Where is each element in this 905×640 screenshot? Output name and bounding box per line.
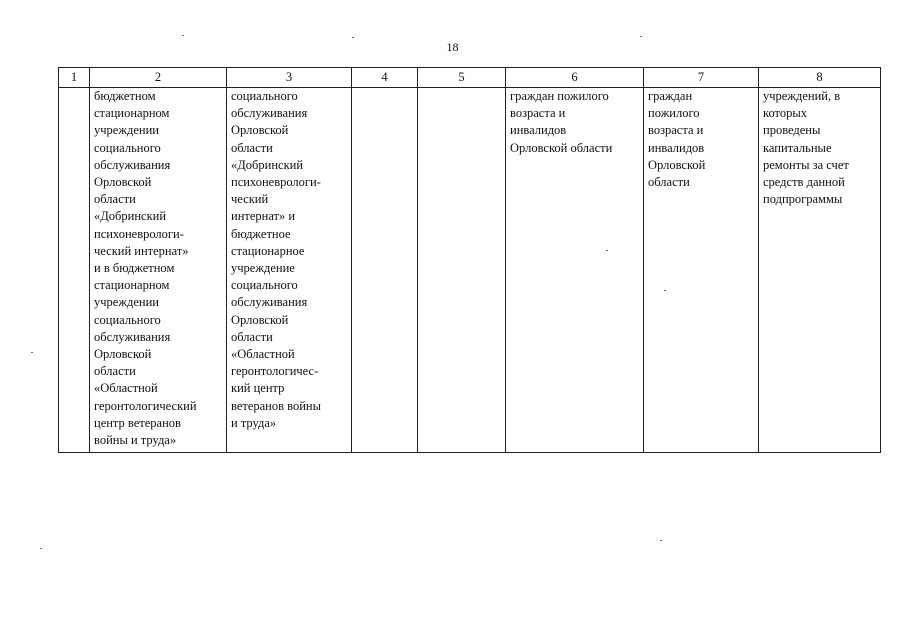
page-number: 18 <box>446 40 459 54</box>
scan-speck <box>660 540 662 541</box>
document-table <box>58 67 881 453</box>
cell-col-5 <box>418 88 506 453</box>
cell-col-1 <box>59 88 90 453</box>
column-header-4: 4 <box>352 68 418 88</box>
cell-text: социального обслуживания Орловской области «Добринский психоневрологи- ческий интернат» и бюджетное стационарное учреждение социального обслуживания Орловской области «Областной геронтологичес- кий центр ветеранов войны и труда» <box>231 89 321 430</box>
scan-speck <box>664 290 666 291</box>
cell-col-3 <box>227 88 352 453</box>
scan-speck <box>182 35 184 36</box>
scan-speck <box>640 36 642 37</box>
cell-col-6 <box>506 88 644 453</box>
column-header-6: 6 <box>506 68 644 88</box>
cell-col-2 <box>90 88 227 453</box>
column-header-3: 3 <box>227 68 352 88</box>
scan-speck <box>352 37 354 38</box>
cell-col-8 <box>759 88 881 453</box>
header-row <box>59 68 881 88</box>
cell-text: граждан пожилого возраста и инвалидов Орловской области <box>510 89 613 155</box>
scan-speck <box>606 250 608 251</box>
cell-text: учреждений, в которых проведены капитальные ремонты за счет средств данной подпрограммы <box>763 89 849 207</box>
table-row <box>59 88 881 453</box>
cell-text: граждан пожилого возраста и инвалидов Орловской области <box>648 89 706 190</box>
cell-col-7 <box>644 88 759 453</box>
column-header-1: 1 <box>59 68 90 88</box>
cell-col-4 <box>352 88 418 453</box>
scan-speck <box>31 352 33 353</box>
column-header-5: 5 <box>418 68 506 88</box>
column-header-7: 7 <box>644 68 759 88</box>
scan-speck <box>40 548 42 549</box>
column-header-8: 8 <box>759 68 881 88</box>
cell-text: бюджетном стационарном учреждении социального обслуживания Орловской области «Добринский психоневрологи- ческий интернат» и в бюджетном стационарном учреждении социального обслуживания Орловской области «Областной геронтологический центр ветеранов войны и труда» <box>94 89 197 448</box>
column-header-2: 2 <box>90 68 227 88</box>
